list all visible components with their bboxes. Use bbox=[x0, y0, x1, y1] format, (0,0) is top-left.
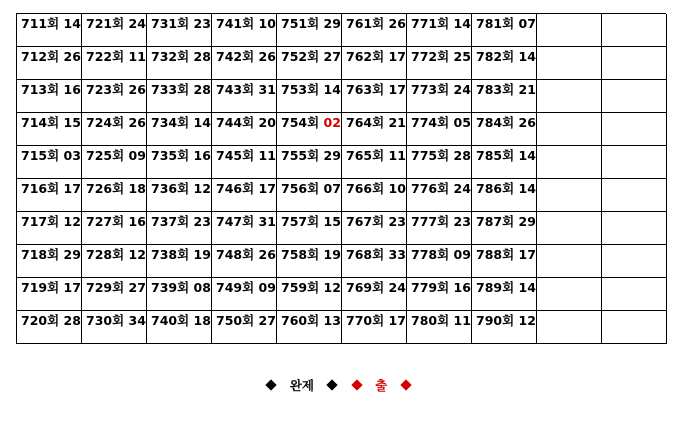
table-cell bbox=[407, 113, 472, 146]
drawn-value: 27 bbox=[323, 49, 341, 64]
table-cell bbox=[342, 47, 407, 80]
drawn-value: 28 bbox=[193, 82, 211, 97]
table-cell bbox=[537, 14, 602, 47]
draw-number: 729회 bbox=[86, 280, 125, 295]
table-cell bbox=[407, 212, 472, 245]
drawn-value: 27 bbox=[128, 280, 146, 295]
drawn-value: 17 bbox=[518, 247, 536, 262]
black-diamond-icon bbox=[266, 379, 277, 390]
drawn-value: 31 bbox=[258, 82, 276, 97]
draw-number: 721회 bbox=[86, 16, 125, 31]
draw-number: 754회 bbox=[281, 115, 320, 130]
draw-number: 790회 bbox=[476, 313, 515, 328]
draw-number: 744회 bbox=[216, 115, 255, 130]
table-cell bbox=[537, 278, 602, 311]
drawn-value: 14 bbox=[518, 181, 536, 196]
draw-number: 777회 bbox=[411, 214, 450, 229]
table-cell bbox=[342, 179, 407, 212]
drawn-value: 19 bbox=[193, 247, 211, 262]
table-cell bbox=[147, 212, 212, 245]
draw-number: 766회 bbox=[346, 181, 385, 196]
table-cell bbox=[342, 311, 407, 344]
legend-complete-label: 완제 bbox=[289, 378, 314, 393]
table-cell bbox=[407, 311, 472, 344]
drawn-value: 26 bbox=[128, 82, 146, 97]
draw-number: 722회 bbox=[86, 49, 125, 64]
drawn-value: 12 bbox=[128, 247, 146, 262]
draw-number: 783회 bbox=[476, 82, 515, 97]
table-cell bbox=[17, 113, 82, 146]
table-cell bbox=[147, 245, 212, 278]
table-cell bbox=[147, 179, 212, 212]
drawn-value: 11 bbox=[388, 148, 406, 163]
table-cell bbox=[602, 146, 667, 179]
table-cell bbox=[472, 311, 537, 344]
drawn-value: 11 bbox=[258, 148, 276, 163]
draw-number: 720회 bbox=[21, 313, 60, 328]
drawn-value: 03 bbox=[63, 148, 81, 163]
draw-number: 752회 bbox=[281, 49, 320, 64]
drawn-value: 13 bbox=[323, 313, 341, 328]
draw-number: 756회 bbox=[281, 181, 320, 196]
drawn-value: 24 bbox=[453, 82, 471, 97]
draw-number: 747회 bbox=[216, 214, 255, 229]
draw-number: 776회 bbox=[411, 181, 450, 196]
draw-number: 774회 bbox=[411, 115, 450, 130]
table-cell bbox=[472, 278, 537, 311]
table-cell bbox=[537, 245, 602, 278]
drawn-value: 17 bbox=[388, 49, 406, 64]
drawn-value: 26 bbox=[128, 115, 146, 130]
drawn-value: 17 bbox=[258, 181, 276, 196]
drawn-value: 14 bbox=[518, 49, 536, 64]
draw-number: 748회 bbox=[216, 247, 255, 262]
table-cell bbox=[277, 113, 342, 146]
table-cell bbox=[277, 146, 342, 179]
drawn-value: 26 bbox=[258, 49, 276, 64]
table-cell bbox=[82, 212, 147, 245]
draw-number: 736회 bbox=[151, 181, 190, 196]
draw-number: 725회 bbox=[86, 148, 125, 163]
drawn-value: 23 bbox=[453, 214, 471, 229]
table-cell bbox=[277, 245, 342, 278]
draw-number: 769회 bbox=[346, 280, 385, 295]
table-cell bbox=[602, 311, 667, 344]
table-cell bbox=[602, 113, 667, 146]
table-cell bbox=[277, 311, 342, 344]
table-cell bbox=[82, 146, 147, 179]
drawn-value: 08 bbox=[193, 280, 211, 295]
draw-number: 737회 bbox=[151, 214, 190, 229]
drawn-value: 24 bbox=[388, 280, 406, 295]
table-cell bbox=[407, 80, 472, 113]
draw-number: 713회 bbox=[21, 82, 60, 97]
table-cell bbox=[212, 47, 277, 80]
draw-number: 738회 bbox=[151, 247, 190, 262]
table-cell bbox=[212, 146, 277, 179]
table-cell bbox=[407, 245, 472, 278]
draw-number: 723회 bbox=[86, 82, 125, 97]
draw-number: 768회 bbox=[346, 247, 385, 262]
drawn-value: 23 bbox=[193, 16, 211, 31]
draw-number: 786회 bbox=[476, 181, 515, 196]
table-cell bbox=[407, 179, 472, 212]
draw-number: 742회 bbox=[216, 49, 255, 64]
table-cell bbox=[277, 14, 342, 47]
drawn-value: 18 bbox=[193, 313, 211, 328]
drawn-value: 07 bbox=[518, 16, 536, 31]
table-cell bbox=[277, 179, 342, 212]
table-cell bbox=[17, 278, 82, 311]
draw-number: 767회 bbox=[346, 214, 385, 229]
drawn-value: 12 bbox=[63, 214, 81, 229]
draw-number: 733회 bbox=[151, 82, 190, 97]
draw-number: 757회 bbox=[281, 214, 320, 229]
draw-number: 732회 bbox=[151, 49, 190, 64]
drawn-value: 26 bbox=[63, 49, 81, 64]
table-cell bbox=[212, 212, 277, 245]
table-cell bbox=[537, 311, 602, 344]
draw-number: 775회 bbox=[411, 148, 450, 163]
draw-number: 716회 bbox=[21, 181, 60, 196]
drawn-value: 18 bbox=[128, 181, 146, 196]
table-cell bbox=[602, 47, 667, 80]
draw-number: 773회 bbox=[411, 82, 450, 97]
table-cell bbox=[82, 113, 147, 146]
table-cell bbox=[537, 80, 602, 113]
table-cell bbox=[212, 80, 277, 113]
draw-number: 726회 bbox=[86, 181, 125, 196]
table-cell bbox=[17, 80, 82, 113]
draw-number: 740회 bbox=[151, 313, 190, 328]
drawn-value: 16 bbox=[63, 82, 81, 97]
drawn-value: 14 bbox=[63, 16, 81, 31]
draw-number: 719회 bbox=[21, 280, 60, 295]
black-diamond-icon bbox=[327, 379, 338, 390]
table-cell bbox=[17, 212, 82, 245]
table-cell bbox=[212, 311, 277, 344]
draw-number: 741회 bbox=[216, 16, 255, 31]
draw-number: 782회 bbox=[476, 49, 515, 64]
draw-number: 765회 bbox=[346, 148, 385, 163]
table-cell bbox=[537, 146, 602, 179]
legend-out-label: 출 bbox=[375, 378, 388, 393]
draw-number: 711회 bbox=[21, 16, 60, 31]
drawn-value: 31 bbox=[258, 214, 276, 229]
drawn-value: 24 bbox=[453, 181, 471, 196]
drawn-value: 29 bbox=[323, 16, 341, 31]
red-diamond-icon bbox=[351, 379, 362, 390]
draw-number: 717회 bbox=[21, 214, 60, 229]
table-cell bbox=[602, 245, 667, 278]
drawn-value: 27 bbox=[258, 313, 276, 328]
drawn-value: 21 bbox=[388, 115, 406, 130]
drawn-value: 19 bbox=[323, 247, 341, 262]
table-cell bbox=[537, 179, 602, 212]
drawn-value: 15 bbox=[63, 115, 81, 130]
drawn-value: 05 bbox=[453, 115, 471, 130]
draw-number: 753회 bbox=[281, 82, 320, 97]
draw-number: 779회 bbox=[411, 280, 450, 295]
table-cell bbox=[147, 14, 212, 47]
drawn-value: 23 bbox=[388, 214, 406, 229]
table-cell bbox=[17, 179, 82, 212]
draw-number: 714회 bbox=[21, 115, 60, 130]
draw-number: 781회 bbox=[476, 16, 515, 31]
draw-number: 730회 bbox=[86, 313, 125, 328]
table-cell bbox=[342, 146, 407, 179]
table-cell bbox=[407, 278, 472, 311]
table-cell bbox=[472, 14, 537, 47]
drawn-value: 28 bbox=[193, 49, 211, 64]
draw-results-table bbox=[16, 13, 666, 344]
table-cell bbox=[537, 113, 602, 146]
table-cell bbox=[17, 14, 82, 47]
draw-number: 745회 bbox=[216, 148, 255, 163]
table-cell bbox=[82, 14, 147, 47]
drawn-value: 09 bbox=[128, 148, 146, 163]
table-cell bbox=[472, 146, 537, 179]
drawn-value: 14 bbox=[518, 280, 536, 295]
draw-number: 718회 bbox=[21, 247, 60, 262]
table-cell bbox=[407, 146, 472, 179]
table-cell bbox=[82, 179, 147, 212]
table-cell bbox=[407, 14, 472, 47]
draw-number: 760회 bbox=[281, 313, 320, 328]
drawn-value: 14 bbox=[193, 115, 211, 130]
draw-number: 727회 bbox=[86, 214, 125, 229]
drawn-value: 24 bbox=[128, 16, 146, 31]
table-cell bbox=[342, 245, 407, 278]
table-cell bbox=[17, 47, 82, 80]
draw-number: 758회 bbox=[281, 247, 320, 262]
drawn-value: 15 bbox=[323, 214, 341, 229]
draw-number: 780회 bbox=[411, 313, 450, 328]
draw-number: 735회 bbox=[151, 148, 190, 163]
table-cell bbox=[82, 278, 147, 311]
draw-number: 751회 bbox=[281, 16, 320, 31]
draw-number: 724회 bbox=[86, 115, 125, 130]
drawn-value: 14 bbox=[453, 16, 471, 31]
table-cell bbox=[17, 146, 82, 179]
draw-number: 715회 bbox=[21, 148, 60, 163]
draw-number: 772회 bbox=[411, 49, 450, 64]
draw-number: 712회 bbox=[21, 49, 60, 64]
table-cell bbox=[472, 80, 537, 113]
drawn-value: 28 bbox=[63, 313, 81, 328]
drawn-value: 34 bbox=[128, 313, 146, 328]
draw-number: 750회 bbox=[216, 313, 255, 328]
drawn-value: 11 bbox=[453, 313, 471, 328]
drawn-value: 12 bbox=[518, 313, 536, 328]
drawn-value: 09 bbox=[453, 247, 471, 262]
draw-number: 731회 bbox=[151, 16, 190, 31]
draw-number: 746회 bbox=[216, 181, 255, 196]
draw-number: 734회 bbox=[151, 115, 190, 130]
drawn-value: 16 bbox=[453, 280, 471, 295]
draw-number: 788회 bbox=[476, 247, 515, 262]
table-cell bbox=[277, 212, 342, 245]
drawn-value: 16 bbox=[193, 148, 211, 163]
drawn-value: 09 bbox=[258, 280, 276, 295]
draw-number: 739회 bbox=[151, 280, 190, 295]
table-cell bbox=[602, 80, 667, 113]
draw-number: 778회 bbox=[411, 247, 450, 262]
drawn-value: 23 bbox=[193, 214, 211, 229]
drawn-value: 14 bbox=[518, 148, 536, 163]
drawn-value: 10 bbox=[258, 16, 276, 31]
drawn-value: 17 bbox=[388, 82, 406, 97]
draw-number: 771회 bbox=[411, 16, 450, 31]
drawn-value: 10 bbox=[388, 181, 406, 196]
drawn-value: 16 bbox=[128, 214, 146, 229]
draw-number: 784회 bbox=[476, 115, 515, 130]
table-cell bbox=[212, 113, 277, 146]
table-cell bbox=[342, 80, 407, 113]
table-cell bbox=[407, 47, 472, 80]
table-cell bbox=[602, 14, 667, 47]
table-cell bbox=[82, 47, 147, 80]
table-cell bbox=[277, 47, 342, 80]
table-cell bbox=[537, 47, 602, 80]
table-cell bbox=[82, 311, 147, 344]
draw-number: 762회 bbox=[346, 49, 385, 64]
table-cell bbox=[472, 179, 537, 212]
legend bbox=[0, 376, 677, 394]
drawn-value: 33 bbox=[388, 247, 406, 262]
table-cell bbox=[212, 14, 277, 47]
table-cell bbox=[212, 245, 277, 278]
drawn-value: 25 bbox=[453, 49, 471, 64]
table-cell bbox=[17, 245, 82, 278]
drawn-value: 29 bbox=[323, 148, 341, 163]
table-cell bbox=[602, 179, 667, 212]
drawn-value: 17 bbox=[63, 280, 81, 295]
draw-number: 749회 bbox=[216, 280, 255, 295]
table-cell bbox=[147, 80, 212, 113]
table-cell bbox=[472, 245, 537, 278]
table-cell bbox=[602, 278, 667, 311]
drawn-value: 26 bbox=[258, 247, 276, 262]
draw-number: 764회 bbox=[346, 115, 385, 130]
drawn-value: 21 bbox=[518, 82, 536, 97]
table-cell bbox=[147, 113, 212, 146]
table-cell bbox=[277, 80, 342, 113]
draw-number: 763회 bbox=[346, 82, 385, 97]
drawn-value: 12 bbox=[323, 280, 341, 295]
table-cell bbox=[342, 278, 407, 311]
table-cell bbox=[342, 212, 407, 245]
table-cell bbox=[342, 113, 407, 146]
draw-number: 787회 bbox=[476, 214, 515, 229]
table-cell bbox=[602, 212, 667, 245]
drawn-value: 11 bbox=[128, 49, 146, 64]
table-cell bbox=[147, 311, 212, 344]
drawn-value: 28 bbox=[453, 148, 471, 163]
draw-number: 755회 bbox=[281, 148, 320, 163]
drawn-value: 29 bbox=[63, 247, 81, 262]
table-cell bbox=[147, 47, 212, 80]
table-cell bbox=[212, 278, 277, 311]
table-cell bbox=[277, 278, 342, 311]
draw-number: 789회 bbox=[476, 280, 515, 295]
draw-number: 759회 bbox=[281, 280, 320, 295]
draw-number: 761회 bbox=[346, 16, 385, 31]
draw-number: 785회 bbox=[476, 148, 515, 163]
drawn-value: 12 bbox=[193, 181, 211, 196]
table-cell bbox=[17, 311, 82, 344]
drawn-value: 17 bbox=[388, 313, 406, 328]
table-cell bbox=[472, 113, 537, 146]
table-cell bbox=[147, 146, 212, 179]
red-diamond-icon bbox=[400, 379, 411, 390]
drawn-value: 14 bbox=[323, 82, 341, 97]
table-cell bbox=[537, 212, 602, 245]
draw-number: 770회 bbox=[346, 313, 385, 328]
drawn-value: 26 bbox=[388, 16, 406, 31]
drawn-value: 20 bbox=[258, 115, 276, 130]
draw-number: 728회 bbox=[86, 247, 125, 262]
drawn-value: 26 bbox=[518, 115, 536, 130]
drawn-value: 29 bbox=[518, 214, 536, 229]
drawn-value: 07 bbox=[323, 181, 341, 196]
table-cell bbox=[82, 80, 147, 113]
table-cell bbox=[212, 179, 277, 212]
table-cell bbox=[147, 278, 212, 311]
draw-number: 743회 bbox=[216, 82, 255, 97]
table-cell bbox=[82, 245, 147, 278]
table-cell bbox=[472, 212, 537, 245]
table-cell bbox=[342, 14, 407, 47]
drawn-value: 17 bbox=[63, 181, 81, 196]
drawn-value: 02 bbox=[323, 115, 341, 130]
table-cell bbox=[472, 47, 537, 80]
